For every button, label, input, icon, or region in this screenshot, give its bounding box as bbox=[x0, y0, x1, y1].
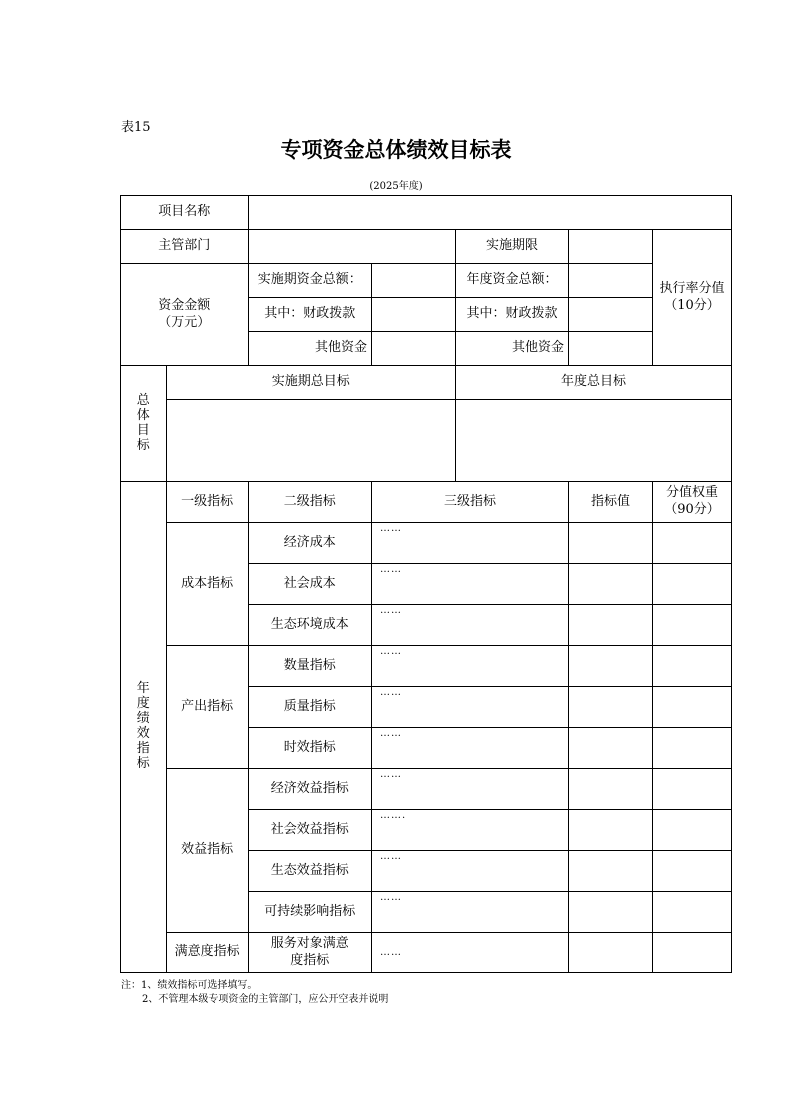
footnotes bbox=[121, 979, 388, 1007]
level2-cell: 质量指标 bbox=[248, 687, 371, 728]
footnote-2: 2、不管理本级专项资金的主管部门，应公开空表并说明 bbox=[142, 994, 389, 1005]
level3-cell[interactable]: …… bbox=[372, 851, 569, 892]
level2-cell: 经济效益指标 bbox=[248, 769, 371, 810]
weight-cell[interactable] bbox=[653, 523, 732, 564]
level3-cell[interactable]: …… bbox=[372, 523, 569, 564]
level3-cell[interactable]: …… bbox=[372, 769, 569, 810]
level2-cell: 时效指标 bbox=[248, 728, 371, 769]
year-goal-value[interactable] bbox=[456, 400, 732, 482]
weight-cell[interactable] bbox=[653, 810, 732, 851]
header-level1: 一级指标 bbox=[166, 482, 248, 523]
weight-cell[interactable] bbox=[653, 892, 732, 933]
weight-cell[interactable] bbox=[653, 728, 732, 769]
header-level3: 三级指标 bbox=[372, 482, 569, 523]
year-fiscal-label: 其中：财政拨款 bbox=[456, 298, 569, 332]
impl-fiscal-value[interactable] bbox=[372, 298, 456, 332]
level3-cell[interactable]: …… bbox=[372, 892, 569, 933]
page-title: 专项资金总体绩效目标表 bbox=[280, 138, 512, 162]
project-name-label: 项目名称 bbox=[121, 196, 249, 230]
header-weight: 分值权重（90分） bbox=[653, 482, 732, 523]
level1-cost: 成本指标 bbox=[166, 523, 248, 646]
level3-cell[interactable]: …… bbox=[372, 646, 569, 687]
year-fiscal-value[interactable] bbox=[569, 298, 653, 332]
weight-cell[interactable] bbox=[653, 646, 732, 687]
level2-cell: 数量指标 bbox=[248, 646, 371, 687]
footnote-1: 注：1、绩效指标可选择填写。 bbox=[121, 980, 258, 991]
impl-other-value[interactable] bbox=[372, 332, 456, 366]
impl-period-value[interactable] bbox=[569, 230, 653, 264]
fiscal-year: (2025年度) bbox=[369, 181, 423, 192]
level2-cell: 社会效益指标 bbox=[248, 810, 371, 851]
impl-total-value[interactable] bbox=[372, 264, 456, 298]
year-total-label: 年度资金总额： bbox=[456, 264, 569, 298]
indicator-value-cell[interactable] bbox=[569, 933, 653, 973]
dept-value[interactable] bbox=[248, 230, 455, 264]
header-value: 指标值 bbox=[569, 482, 653, 523]
level2-cell: 社会成本 bbox=[248, 564, 371, 605]
level2-cell: 可持续影响指标 bbox=[248, 892, 371, 933]
level3-cell[interactable]: …… bbox=[372, 933, 569, 973]
indicator-value-cell[interactable] bbox=[569, 523, 653, 564]
weight-cell[interactable] bbox=[653, 687, 732, 728]
level1-benefit: 效益指标 bbox=[166, 769, 248, 933]
level3-cell[interactable]: …… bbox=[372, 687, 569, 728]
weight-cell[interactable] bbox=[653, 605, 732, 646]
funds-label: 资金金额（万元） bbox=[121, 264, 249, 366]
indicator-value-cell[interactable] bbox=[569, 605, 653, 646]
indicator-value-cell[interactable] bbox=[569, 646, 653, 687]
indicator-value-cell[interactable] bbox=[569, 810, 653, 851]
performance-goal-table bbox=[120, 195, 732, 973]
level3-cell[interactable]: …… bbox=[372, 728, 569, 769]
level2-cell: 生态效益指标 bbox=[248, 851, 371, 892]
year-other-label: 其他资金 bbox=[456, 332, 569, 366]
project-name-value[interactable] bbox=[248, 196, 731, 230]
overall-goal-label: 总体目标 bbox=[121, 366, 167, 482]
level3-cell[interactable]: …… bbox=[372, 564, 569, 605]
level3-cell[interactable]: …… bbox=[372, 605, 569, 646]
weight-cell[interactable] bbox=[653, 769, 732, 810]
indicator-value-cell[interactable] bbox=[569, 687, 653, 728]
impl-total-label: 实施期资金总额： bbox=[248, 264, 371, 298]
indicator-value-cell[interactable] bbox=[569, 728, 653, 769]
indicator-value-cell[interactable] bbox=[569, 851, 653, 892]
impl-other-label: 其他资金 bbox=[248, 332, 371, 366]
annual-indicators-label: 年度绩效指标 bbox=[121, 482, 167, 973]
level2-cell: 生态环境成本 bbox=[248, 605, 371, 646]
impl-fiscal-label: 其中：财政拨款 bbox=[248, 298, 371, 332]
year-total-value[interactable] bbox=[569, 264, 653, 298]
indicator-value-cell[interactable] bbox=[569, 892, 653, 933]
year-other-value[interactable] bbox=[569, 332, 653, 366]
indicator-value-cell[interactable] bbox=[569, 769, 653, 810]
year-goal-label: 年度总目标 bbox=[456, 366, 732, 400]
level1-satisfaction: 满意度指标 bbox=[166, 933, 248, 973]
weight-cell[interactable] bbox=[653, 851, 732, 892]
level1-output: 产出指标 bbox=[166, 646, 248, 769]
impl-goal-value[interactable] bbox=[166, 400, 455, 482]
weight-cell[interactable] bbox=[653, 564, 732, 605]
impl-goal-label: 实施期总目标 bbox=[166, 366, 455, 400]
table-number: 表15 bbox=[121, 120, 151, 135]
level3-cell[interactable]: ……. bbox=[372, 810, 569, 851]
header-level2: 二级指标 bbox=[248, 482, 371, 523]
exec-rate-label: 执行率分值（10分） bbox=[653, 230, 732, 366]
dept-label: 主管部门 bbox=[121, 230, 249, 264]
impl-period-label: 实施期限 bbox=[456, 230, 569, 264]
level2-cell: 经济成本 bbox=[248, 523, 371, 564]
weight-cell[interactable] bbox=[653, 933, 732, 973]
indicator-value-cell[interactable] bbox=[569, 564, 653, 605]
level2-cell: 服务对象满意度指标 bbox=[248, 933, 371, 973]
